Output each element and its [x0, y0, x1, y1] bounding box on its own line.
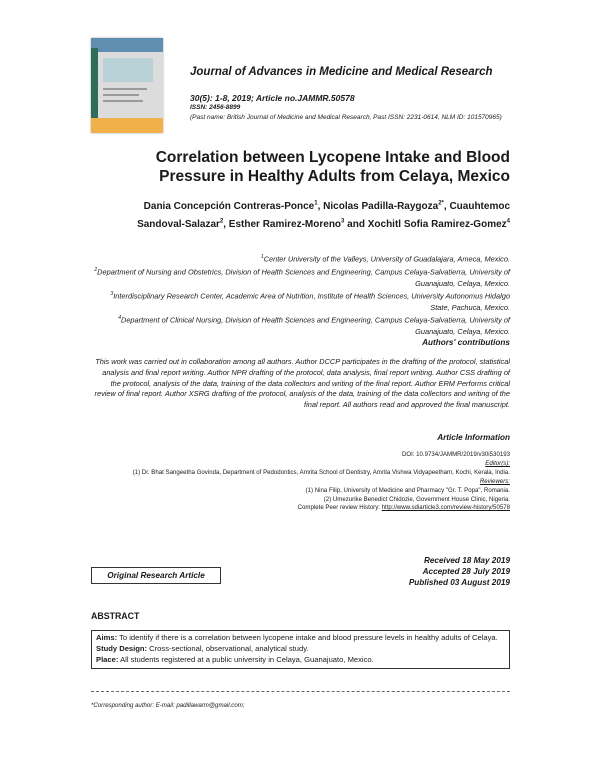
affiliation: $^3$Interdisciplinary Research Center, Academic Area of Nutrition, Institute of Health Sciences, University Autonomus Hidalgo State, Pachuca, Mexico.: [110, 291, 510, 312]
doi: DOI: 10.9734/JAMMR/2019/v30i530193: [401, 451, 510, 458]
article-info: [90, 451, 510, 513]
affiliation: $^4$Department of Clinical Nursing, Division of Health Sciences and Engineering, Campus Celaya-Salvatierra, University of Guanajuato, Celaya, Mexico.: [118, 315, 510, 336]
editor-label: Editor(s):: [485, 459, 510, 467]
accepted-date: Accepted 28 July 2019: [422, 567, 510, 576]
contributions-text: This work was carried out in collaboration among all authors. Author DCCP participates in the drafting of the protocol, statistical analysis and final report writing. Author NPR drafting of the protocol, data analysis, final report writing. Author CSS drafting of the protocol, analysis of the data, training of the data collectors and writing of the final report. Author ERM Performs critical review of final report. Author XSRG drafting of the protocol, analysis of the data, training of the data collectors and writing of the final report. All authors read and approved the final manuscript.: [94, 357, 510, 410]
issn-line: ISSN: 2456-8899: [190, 104, 241, 111]
received-date: Received 18 May 2019: [423, 556, 510, 565]
author: Cuauhtemoc Sandoval-Salazar$^2$,: [137, 201, 510, 231]
affiliation: $^2$Department of Nursing and Obstetrics, Division of Health Sciences and Engineering, Campus Celaya-Salvatierra, University of Guanajuato, Celaya, Mexico.: [94, 267, 510, 288]
reviewer: (1) Nina Filip, University of Medicine and Pharmacy "Gr. T. Popa", Romania.: [305, 486, 510, 494]
affiliations: [90, 252, 510, 337]
contributions-heading: Authors' contributions: [422, 338, 510, 347]
paper-title: Correlation between Lycopene Intake and Blood Pressure in Healthy Adults from Celaya, Mexico: [155, 149, 510, 185]
abstract-aims: Aims: To identify if there is a correlation between lycopene intake and blood pressure levels in healthy adults of Celaya.: [96, 633, 498, 642]
abstract-place: Place: All students registered at a public university in Celaya, Guanajuato, Mexico.: [96, 654, 374, 664]
abstract-box: [91, 630, 510, 669]
editor: (1) Dr. Bhat Sangeetha Govinda, Department of Pedodontics, Amrita School of Dentistry, Amrita Vishwa Vidyapeetham, Kochi, Kerala, India.: [132, 468, 510, 476]
reviewer: (2) Umezurike Benedict Chidozie, Government House Clinic, Nigeria.: [323, 495, 510, 503]
review-history: Complete Peer review History: http://www.sdiarticle3.com/review-history/50578: [297, 504, 510, 512]
journal-cover-thumbnail: [91, 38, 163, 133]
author: Esther Ramirez-Moreno$^3$: [228, 218, 345, 231]
article-dates: [409, 555, 510, 588]
affiliation: $^1$Center University of the Valleys, University of Guadalajara, Ameca, Mexico.: [260, 254, 510, 264]
footnote-divider: [91, 691, 510, 692]
volume-line: 30(5): 1-8, 2019; Article no.JAMMR.50578: [190, 93, 355, 103]
author: Nicolas Padilla-Raygoza$^{2*}$,: [323, 201, 450, 213]
abstract-heading: ABSTRACT: [91, 611, 140, 621]
journal-name: Journal of Advances in Medicine and Medical Research: [190, 66, 493, 78]
past-name-line: (Past name: British Journal of Medicine and Medical Research, Past ISSN: 2231-0614, NLM ID: 101570965): [190, 114, 502, 121]
article-type-box: Original Research Article: [91, 567, 221, 584]
article-info-heading: Article Information: [437, 433, 510, 442]
author: Dania Concepción Contreras-Ponce$^1$,: [143, 201, 324, 213]
abstract-design: Study Design: Cross-sectional, observational, analytical study.: [96, 643, 309, 653]
author-list: [100, 197, 510, 233]
corresponding-author-footnote: *Corresponding author: E-mail: padillawarm@gmail.com;: [91, 702, 245, 709]
author: and Xochitl Sofia Ramirez-Gomez$^4$: [347, 218, 510, 231]
review-history-link[interactable]: http://www.sdiarticle3.com/review-history/50578: [381, 504, 510, 512]
reviewers-label: Reviewers:: [479, 477, 510, 485]
published-date: Published 03 August 2019: [408, 578, 510, 587]
